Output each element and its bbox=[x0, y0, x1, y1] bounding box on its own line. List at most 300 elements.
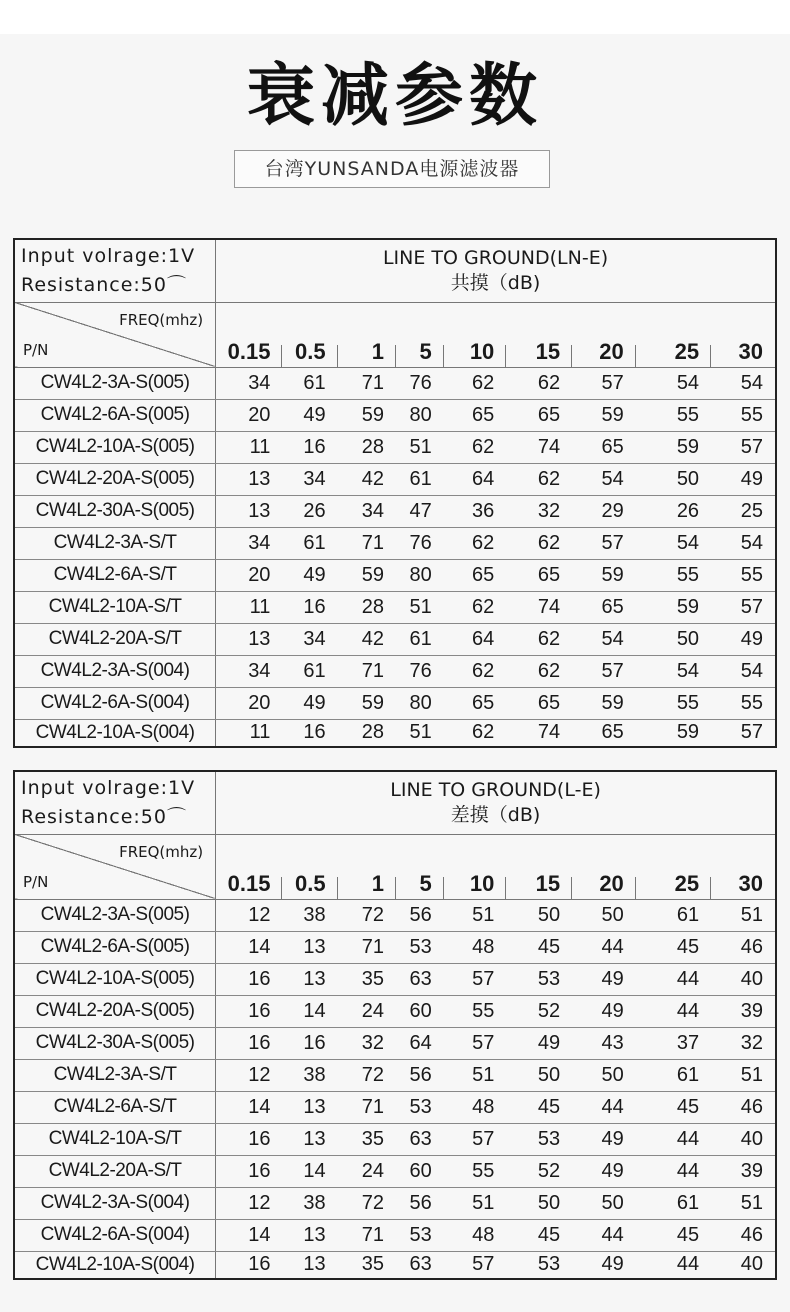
freq-header: 20 bbox=[572, 834, 636, 899]
attenuation-value: 40 bbox=[711, 1123, 776, 1155]
table-row bbox=[14, 1219, 776, 1251]
attenuation-value: 53 bbox=[396, 931, 444, 963]
attenuation-value: 11 bbox=[216, 431, 283, 463]
attenuation-value: 65 bbox=[506, 399, 572, 431]
attenuation-value: 71 bbox=[338, 655, 396, 687]
attenuation-value: 57 bbox=[740, 721, 763, 744]
attenuation-value: 50 bbox=[506, 1059, 572, 1091]
attenuation-value: 76 bbox=[396, 527, 444, 559]
attenuation-value: 14 bbox=[282, 1155, 337, 1187]
part-number: CW4L2-3A-S(004) bbox=[14, 1187, 216, 1219]
part-number: CW4L2-6A-S/T bbox=[14, 1091, 216, 1123]
table-row bbox=[14, 687, 776, 719]
attenuation-value: 71 bbox=[338, 931, 396, 963]
table-row bbox=[14, 527, 776, 559]
freq-header: 0.15 bbox=[216, 834, 283, 899]
attenuation-value: 57 bbox=[572, 367, 636, 399]
attenuation-value: 35 bbox=[361, 1253, 384, 1276]
attenuation-value: 62 bbox=[444, 591, 507, 623]
attenuation-value: 38 bbox=[282, 1187, 337, 1219]
attenuation-value: 49 bbox=[282, 559, 337, 591]
heading-line-1: LINE TO GROUND(L-E) bbox=[390, 778, 601, 801]
part-number: CW4L2-20A-S/T bbox=[14, 623, 216, 655]
part-number: CW4L2-3A-S/T bbox=[14, 1059, 216, 1091]
attenuation-value: 40 bbox=[740, 1253, 763, 1276]
attenuation-value: 71 bbox=[338, 1091, 396, 1123]
attenuation-value: 13 bbox=[282, 1091, 337, 1123]
part-number: CW4L2-30A-S(005) bbox=[14, 1027, 216, 1059]
attenuation-value: 16 bbox=[216, 995, 283, 1027]
test-conditions bbox=[14, 771, 216, 834]
attenuation-value: 65 bbox=[444, 687, 507, 719]
resistance-label: Resistance:50⌒ bbox=[21, 805, 187, 828]
attenuation-value: 51 bbox=[396, 431, 444, 463]
attenuation-value: 59 bbox=[676, 721, 700, 744]
part-number: CW4L2-10A-S/T bbox=[14, 591, 216, 623]
attenuation-value: 53 bbox=[396, 1091, 444, 1123]
input-voltage-label: Input volrage:1V bbox=[21, 244, 196, 267]
attenuation-value: 49 bbox=[711, 463, 776, 495]
attenuation-value: 49 bbox=[506, 1027, 572, 1059]
attenuation-table-common-mode bbox=[13, 238, 777, 748]
attenuation-value: 57 bbox=[711, 591, 776, 623]
attenuation-value: 53 bbox=[506, 963, 572, 995]
attenuation-value: 80 bbox=[396, 559, 444, 591]
part-number: CW4L2-6A-S(005) bbox=[14, 931, 216, 963]
attenuation-value: 52 bbox=[506, 995, 572, 1027]
attenuation-value: 61 bbox=[636, 1187, 711, 1219]
attenuation-value: 60 bbox=[396, 995, 444, 1027]
part-number: CW4L2-6A-S(004) bbox=[14, 687, 216, 719]
part-number: CW4L2-10A-S(004) bbox=[14, 1251, 216, 1279]
attenuation-value: 38 bbox=[282, 899, 337, 931]
freq-header: 15 bbox=[506, 834, 572, 899]
attenuation-value: 55 bbox=[444, 995, 507, 1027]
attenuation-value: 65 bbox=[572, 431, 636, 463]
attenuation-value: 62 bbox=[472, 721, 495, 744]
attenuation-value: 62 bbox=[444, 527, 507, 559]
attenuation-value: 71 bbox=[338, 1219, 396, 1251]
attenuation-value: 61 bbox=[396, 623, 444, 655]
attenuation-value: 49 bbox=[282, 399, 337, 431]
attenuation-value: 76 bbox=[396, 655, 444, 687]
attenuation-value: 65 bbox=[506, 559, 572, 591]
attenuation-value: 14 bbox=[282, 995, 337, 1027]
attenuation-value: 52 bbox=[506, 1155, 572, 1187]
attenuation-value: 59 bbox=[338, 559, 396, 591]
freq-header: 0.5 bbox=[282, 302, 337, 367]
attenuation-value: 80 bbox=[396, 399, 444, 431]
freq-header: 1 bbox=[338, 834, 396, 899]
attenuation-value: 32 bbox=[506, 495, 572, 527]
attenuation-value: 28 bbox=[361, 721, 384, 744]
attenuation-value: 55 bbox=[636, 399, 711, 431]
attenuation-value: 50 bbox=[636, 463, 711, 495]
freq-header: 25 bbox=[636, 834, 711, 899]
attenuation-value: 71 bbox=[338, 527, 396, 559]
attenuation-value: 44 bbox=[636, 995, 711, 1027]
attenuation-value: 49 bbox=[572, 1123, 636, 1155]
table-row bbox=[14, 931, 776, 963]
attenuation-value: 34 bbox=[338, 495, 396, 527]
freq-axis-label: FREQ(mhz) bbox=[119, 842, 204, 861]
attenuation-value: 45 bbox=[636, 1091, 711, 1123]
attenuation-value: 34 bbox=[216, 527, 283, 559]
freq-header: 0.15 bbox=[216, 302, 283, 367]
attenuation-value: 55 bbox=[711, 399, 776, 431]
attenuation-value: 62 bbox=[506, 463, 572, 495]
attenuation-value: 39 bbox=[711, 995, 776, 1027]
freq-header: 10 bbox=[444, 834, 507, 899]
brand-subtitle: 台湾YUNSANDA电源滤波器 bbox=[234, 150, 550, 188]
freq-header: 0.5 bbox=[282, 834, 337, 899]
attenuation-value: 50 bbox=[572, 899, 636, 931]
attenuation-value: 24 bbox=[338, 1155, 396, 1187]
freq-header: 10 bbox=[444, 302, 507, 367]
table-row bbox=[14, 431, 776, 463]
attenuation-value: 51 bbox=[444, 899, 507, 931]
attenuation-value: 46 bbox=[711, 931, 776, 963]
freq-header: 30 bbox=[711, 834, 776, 899]
table-row bbox=[14, 1251, 776, 1279]
attenuation-value: 13 bbox=[282, 1219, 337, 1251]
attenuation-value: 49 bbox=[601, 1253, 624, 1276]
heading-line-2: 差摸（dB) bbox=[450, 803, 541, 826]
attenuation-value: 76 bbox=[396, 367, 444, 399]
attenuation-value: 54 bbox=[572, 463, 636, 495]
attenuation-value: 59 bbox=[338, 399, 396, 431]
part-number: CW4L2-20A-S/T bbox=[14, 1155, 216, 1187]
part-number: CW4L2-3A-S(005) bbox=[14, 899, 216, 931]
attenuation-value: 34 bbox=[216, 367, 283, 399]
attenuation-value: 51 bbox=[444, 1187, 507, 1219]
attenuation-value: 46 bbox=[711, 1091, 776, 1123]
attenuation-value: 44 bbox=[572, 1219, 636, 1251]
attenuation-value: 51 bbox=[711, 1059, 776, 1091]
attenuation-value: 44 bbox=[636, 1123, 711, 1155]
part-number: CW4L2-6A-S/T bbox=[14, 559, 216, 591]
top-band bbox=[0, 0, 790, 34]
attenuation-value: 26 bbox=[282, 495, 337, 527]
attenuation-value: 63 bbox=[396, 1123, 444, 1155]
attenuation-value: 63 bbox=[409, 1253, 432, 1276]
attenuation-value: 45 bbox=[636, 931, 711, 963]
attenuation-value: 65 bbox=[572, 591, 636, 623]
heading-line-1: LINE TO GROUND(LN-E) bbox=[382, 246, 609, 269]
attenuation-value: 61 bbox=[636, 899, 711, 931]
attenuation-value: 51 bbox=[444, 1059, 507, 1091]
attenuation-value: 65 bbox=[444, 559, 507, 591]
heading-line-2: 共摸（dB) bbox=[450, 271, 541, 294]
attenuation-value: 62 bbox=[506, 623, 572, 655]
table-row bbox=[14, 1027, 776, 1059]
attenuation-value: 39 bbox=[711, 1155, 776, 1187]
part-number: CW4L2-3A-S(005) bbox=[14, 367, 216, 399]
attenuation-value: 50 bbox=[572, 1187, 636, 1219]
attenuation-value: 47 bbox=[396, 495, 444, 527]
attenuation-value: 51 bbox=[711, 1187, 776, 1219]
freq-header: 15 bbox=[506, 302, 572, 367]
table-row bbox=[14, 1091, 776, 1123]
attenuation-value: 13 bbox=[282, 1123, 337, 1155]
attenuation-value: 44 bbox=[676, 1253, 700, 1276]
attenuation-value: 16 bbox=[216, 963, 283, 995]
attenuation-value: 13 bbox=[216, 623, 283, 655]
attenuation-value: 50 bbox=[506, 1187, 572, 1219]
attenuation-value: 64 bbox=[396, 1027, 444, 1059]
attenuation-value: 74 bbox=[537, 721, 561, 744]
table-row bbox=[14, 655, 776, 687]
header-diagonal-cell bbox=[14, 302, 216, 367]
attenuation-value: 59 bbox=[572, 559, 636, 591]
attenuation-value: 57 bbox=[472, 1253, 495, 1276]
freq-header: 5 bbox=[396, 302, 444, 367]
attenuation-value: 57 bbox=[444, 1027, 507, 1059]
attenuation-value: 54 bbox=[636, 655, 711, 687]
attenuation-value: 53 bbox=[537, 1253, 561, 1276]
attenuation-value: 54 bbox=[711, 367, 776, 399]
attenuation-value: 45 bbox=[506, 1219, 572, 1251]
attenuation-value: 12 bbox=[216, 1059, 283, 1091]
attenuation-value: 34 bbox=[282, 623, 337, 655]
attenuation-value: 36 bbox=[444, 495, 507, 527]
attenuation-value: 13 bbox=[216, 463, 283, 495]
attenuation-value: 13 bbox=[303, 1253, 326, 1276]
part-number: CW4L2-10A-S(005) bbox=[14, 431, 216, 463]
table-row bbox=[14, 559, 776, 591]
attenuation-value: 59 bbox=[636, 591, 711, 623]
attenuation-value: 62 bbox=[506, 655, 572, 687]
attenuation-value: 50 bbox=[636, 623, 711, 655]
attenuation-value: 54 bbox=[636, 367, 711, 399]
attenuation-value: 60 bbox=[396, 1155, 444, 1187]
table-row bbox=[14, 623, 776, 655]
freq-header: 5 bbox=[396, 834, 444, 899]
table-row bbox=[14, 463, 776, 495]
attenuation-value: 40 bbox=[711, 963, 776, 995]
attenuation-value: 61 bbox=[282, 527, 337, 559]
attenuation-value: 57 bbox=[572, 655, 636, 687]
attenuation-value: 54 bbox=[711, 527, 776, 559]
attenuation-value: 59 bbox=[572, 399, 636, 431]
part-number: CW4L2-6A-S(004) bbox=[14, 1219, 216, 1251]
freq-axis-label: FREQ(mhz) bbox=[119, 310, 204, 329]
attenuation-value: 16 bbox=[216, 1155, 283, 1187]
attenuation-value: 48 bbox=[444, 1091, 507, 1123]
attenuation-value: 72 bbox=[338, 1059, 396, 1091]
attenuation-value: 55 bbox=[711, 559, 776, 591]
attenuation-value: 45 bbox=[506, 931, 572, 963]
attenuation-value: 80 bbox=[396, 687, 444, 719]
attenuation-value: 29 bbox=[572, 495, 636, 527]
attenuation-value: 61 bbox=[396, 463, 444, 495]
freq-header: 20 bbox=[572, 302, 636, 367]
attenuation-value: 46 bbox=[711, 1219, 776, 1251]
attenuation-value: 13 bbox=[216, 495, 283, 527]
attenuation-value: 13 bbox=[282, 963, 337, 995]
table-row bbox=[14, 963, 776, 995]
part-number: CW4L2-3A-S/T bbox=[14, 527, 216, 559]
attenuation-value: 61 bbox=[282, 655, 337, 687]
attenuation-value: 59 bbox=[636, 431, 711, 463]
attenuation-value: 55 bbox=[636, 559, 711, 591]
attenuation-value: 48 bbox=[444, 931, 507, 963]
attenuation-value: 53 bbox=[506, 1123, 572, 1155]
table-heading bbox=[216, 771, 776, 834]
attenuation-value: 14 bbox=[216, 1219, 283, 1251]
attenuation-value: 65 bbox=[601, 721, 624, 744]
attenuation-value: 53 bbox=[396, 1219, 444, 1251]
attenuation-value: 63 bbox=[396, 963, 444, 995]
attenuation-value: 16 bbox=[248, 1253, 271, 1276]
attenuation-value: 16 bbox=[216, 1027, 283, 1059]
attenuation-value: 62 bbox=[506, 367, 572, 399]
attenuation-value: 35 bbox=[338, 963, 396, 995]
attenuation-value: 16 bbox=[303, 721, 326, 744]
attenuation-value: 51 bbox=[409, 721, 432, 744]
part-number: CW4L2-30A-S(005) bbox=[14, 495, 216, 527]
attenuation-value: 54 bbox=[711, 655, 776, 687]
attenuation-value: 16 bbox=[216, 1123, 283, 1155]
attenuation-value: 49 bbox=[282, 687, 337, 719]
attenuation-value: 45 bbox=[506, 1091, 572, 1123]
pn-axis-label: P/N bbox=[23, 872, 49, 891]
attenuation-value: 64 bbox=[444, 463, 507, 495]
part-number: CW4L2-10A-S/T bbox=[14, 1123, 216, 1155]
attenuation-value: 42 bbox=[338, 623, 396, 655]
attenuation-value: 62 bbox=[506, 527, 572, 559]
attenuation-value: 49 bbox=[572, 963, 636, 995]
attenuation-value: 11 bbox=[216, 591, 283, 623]
attenuation-value: 56 bbox=[396, 1059, 444, 1091]
attenuation-value: 55 bbox=[636, 687, 711, 719]
attenuation-value: 43 bbox=[572, 1027, 636, 1059]
attenuation-value: 50 bbox=[506, 899, 572, 931]
attenuation-value: 44 bbox=[572, 1091, 636, 1123]
attenuation-value: 54 bbox=[572, 623, 636, 655]
attenuation-value: 50 bbox=[572, 1059, 636, 1091]
attenuation-value: 11 bbox=[249, 721, 271, 744]
test-conditions bbox=[14, 239, 216, 302]
attenuation-value: 45 bbox=[636, 1219, 711, 1251]
attenuation-value: 35 bbox=[338, 1123, 396, 1155]
attenuation-value: 16 bbox=[282, 1027, 337, 1059]
attenuation-value: 49 bbox=[572, 995, 636, 1027]
attenuation-value: 49 bbox=[572, 1155, 636, 1187]
pn-axis-label: P/N bbox=[23, 340, 49, 359]
attenuation-value: 20 bbox=[216, 399, 283, 431]
attenuation-value: 13 bbox=[282, 931, 337, 963]
table-row bbox=[14, 1187, 776, 1219]
attenuation-value: 65 bbox=[506, 687, 572, 719]
attenuation-value: 28 bbox=[338, 431, 396, 463]
attenuation-value: 25 bbox=[711, 495, 776, 527]
part-number: CW4L2-6A-S(005) bbox=[14, 399, 216, 431]
attenuation-value: 42 bbox=[338, 463, 396, 495]
table-row bbox=[14, 719, 776, 747]
attenuation-value: 62 bbox=[444, 367, 507, 399]
table-row bbox=[14, 591, 776, 623]
attenuation-value: 71 bbox=[338, 367, 396, 399]
attenuation-value: 14 bbox=[216, 931, 283, 963]
attenuation-value: 34 bbox=[216, 655, 283, 687]
resistance-label: Resistance:50⌒ bbox=[21, 273, 187, 296]
attenuation-value: 48 bbox=[444, 1219, 507, 1251]
part-number: CW4L2-20A-S(005) bbox=[14, 463, 216, 495]
freq-header: 30 bbox=[711, 302, 776, 367]
attenuation-value: 55 bbox=[711, 687, 776, 719]
table-row bbox=[14, 1123, 776, 1155]
attenuation-value: 49 bbox=[711, 623, 776, 655]
attenuation-value: 16 bbox=[282, 591, 337, 623]
table-row bbox=[14, 399, 776, 431]
attenuation-value: 44 bbox=[636, 963, 711, 995]
attenuation-value: 74 bbox=[506, 431, 572, 463]
attenuation-table-differential-mode bbox=[13, 770, 777, 1280]
attenuation-value: 12 bbox=[216, 899, 283, 931]
attenuation-value: 26 bbox=[636, 495, 711, 527]
attenuation-value: 57 bbox=[711, 431, 776, 463]
attenuation-value: 44 bbox=[572, 931, 636, 963]
attenuation-value: 20 bbox=[216, 687, 283, 719]
attenuation-value: 62 bbox=[444, 431, 507, 463]
attenuation-value: 72 bbox=[338, 899, 396, 931]
attenuation-value: 57 bbox=[444, 1123, 507, 1155]
attenuation-value: 61 bbox=[282, 367, 337, 399]
attenuation-value: 55 bbox=[444, 1155, 507, 1187]
attenuation-value: 38 bbox=[282, 1059, 337, 1091]
attenuation-value: 34 bbox=[282, 463, 337, 495]
freq-header: 25 bbox=[636, 302, 711, 367]
attenuation-value: 74 bbox=[506, 591, 572, 623]
page-title: 衰减参数 bbox=[246, 57, 543, 136]
attenuation-value: 62 bbox=[444, 655, 507, 687]
header-diagonal-cell bbox=[14, 834, 216, 899]
table-row bbox=[14, 899, 776, 931]
attenuation-value: 16 bbox=[282, 431, 337, 463]
attenuation-value: 24 bbox=[338, 995, 396, 1027]
attenuation-value: 57 bbox=[572, 527, 636, 559]
attenuation-value: 54 bbox=[636, 527, 711, 559]
attenuation-value: 28 bbox=[338, 591, 396, 623]
attenuation-value: 56 bbox=[396, 1187, 444, 1219]
attenuation-value: 14 bbox=[216, 1091, 283, 1123]
attenuation-value: 64 bbox=[444, 623, 507, 655]
attenuation-value: 61 bbox=[636, 1059, 711, 1091]
input-voltage-label: Input volrage:1V bbox=[21, 776, 196, 799]
attenuation-value: 72 bbox=[338, 1187, 396, 1219]
attenuation-value: 51 bbox=[396, 591, 444, 623]
table-row bbox=[14, 495, 776, 527]
part-number: CW4L2-10A-S(004) bbox=[14, 719, 216, 747]
attenuation-value: 65 bbox=[444, 399, 507, 431]
part-number: CW4L2-10A-S(005) bbox=[14, 963, 216, 995]
attenuation-value: 44 bbox=[636, 1155, 711, 1187]
table-row bbox=[14, 995, 776, 1027]
table-row bbox=[14, 1155, 776, 1187]
table-row bbox=[14, 1059, 776, 1091]
attenuation-value: 59 bbox=[338, 687, 396, 719]
attenuation-value: 32 bbox=[338, 1027, 396, 1059]
table-heading bbox=[216, 239, 776, 302]
freq-header: 1 bbox=[338, 302, 396, 367]
attenuation-value: 20 bbox=[216, 559, 283, 591]
attenuation-value: 59 bbox=[572, 687, 636, 719]
part-number: CW4L2-20A-S(005) bbox=[14, 995, 216, 1027]
part-number: CW4L2-3A-S(004) bbox=[14, 655, 216, 687]
attenuation-value: 12 bbox=[216, 1187, 283, 1219]
attenuation-value: 57 bbox=[444, 963, 507, 995]
